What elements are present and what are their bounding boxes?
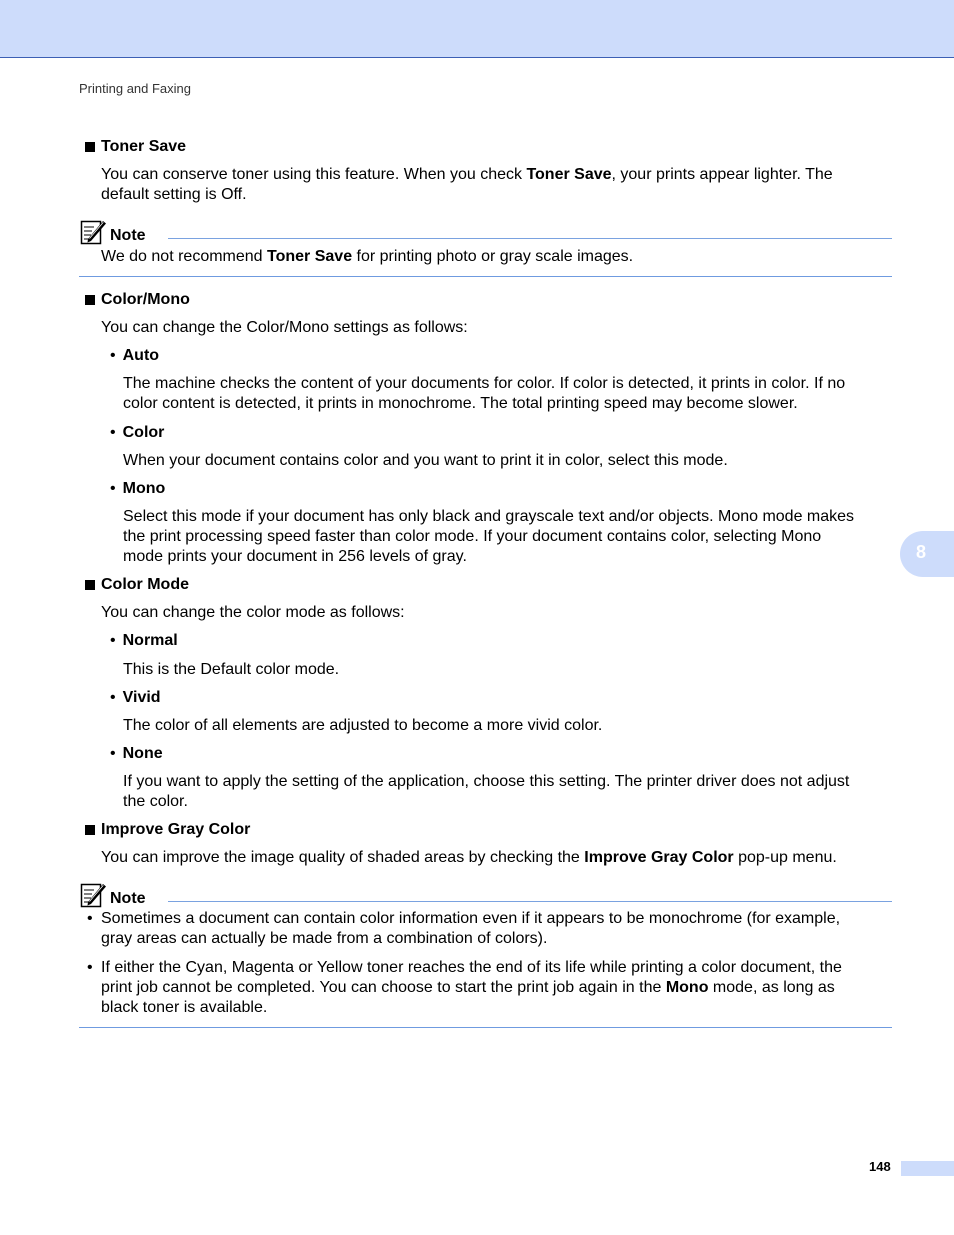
note-heading [80,218,146,245]
note-end-rule [79,1027,892,1028]
option-auto-desc: The machine checks the content of your documents for color. If color is detected, it prints in color. If no color content is detected, it prints in monochrome. The total printing speed may become slower. [123,375,846,412]
running-title: Printing and Faxing [79,81,192,96]
toner-save-body: You can conserve toner using this feature. When you check Toner Save, your prints appear lighter. The default setting is Off. [101,166,833,203]
option-normal-desc: This is the Default color mode. [123,661,340,678]
option-auto: • Auto [110,347,160,364]
square-bullet-icon [85,825,95,835]
footer-bar [901,1161,954,1176]
note-rule [168,238,892,239]
note-rule [168,901,892,902]
option-vivid-desc: The color of all elements are adjusted to become a more vivid color. [123,717,603,734]
note1-text: We do not recommend Toner Save for printing photo or gray scale images. [101,248,634,265]
page-number: 148 [869,1159,891,1174]
improve-gray-body: You can improve the image quality of shaded areas by checking the Improve Gray Color pop-up menu. [101,849,837,866]
option-vivid: • Vivid [110,689,161,706]
option-mono: • Mono [110,480,166,497]
color-mode-intro: You can change the color mode as follows: [101,604,405,621]
section-heading-color-mono: Color/Mono [85,290,190,310]
note-pencil-icon [80,218,107,245]
note-label: Note [110,227,146,244]
option-mono-desc: Select this mode if your document has only black and grayscale text and/or objects. Mono mode makes the print processing speed faster than color mode. If your document contains color, selecting Mono mode prints your document in 256 levels of gray. [123,508,855,565]
note-end-rule [79,276,892,277]
option-color-desc: When your document contains color and you want to print it in color, select this mode. [123,452,728,469]
option-none-desc: If you want to apply the setting of the application, choose this setting. The printer driver does not adjust the color. [123,773,850,810]
chapter-number: 8 [916,542,927,562]
option-normal: • Normal [110,632,178,649]
section-heading-text: Toner Save [101,138,187,155]
square-bullet-icon [85,142,95,152]
square-bullet-icon [85,295,95,305]
chapter-tab [900,531,954,577]
note-heading [80,881,146,908]
section-heading-color-mode: Color Mode [85,575,189,595]
note-label: Note [110,890,146,907]
bold-term: Toner Save [526,166,612,183]
note2-bullet-1: • Sometimes a document can contain color information even if it appears to be monochrome (for example, gray areas can actually be made from a combination of colors). [87,910,841,947]
option-color: • Color [110,424,165,441]
option-none: • None [110,745,163,762]
section-heading-toner-save [85,137,186,157]
note-pencil-icon [80,881,107,908]
header-band [0,0,954,58]
square-bullet-icon [85,580,95,590]
note2-bullet-2: • If either the Cyan, Magenta or Yellow toner reaches the end of its life while printing a color document, the print job cannot be completed. You can choose to start the print job again in the Mono mode, as long as black toner is available. [87,959,842,1016]
color-mono-intro: You can change the Color/Mono settings as follows: [101,319,468,336]
section-heading-improve-gray: Improve Gray Color [85,820,250,840]
